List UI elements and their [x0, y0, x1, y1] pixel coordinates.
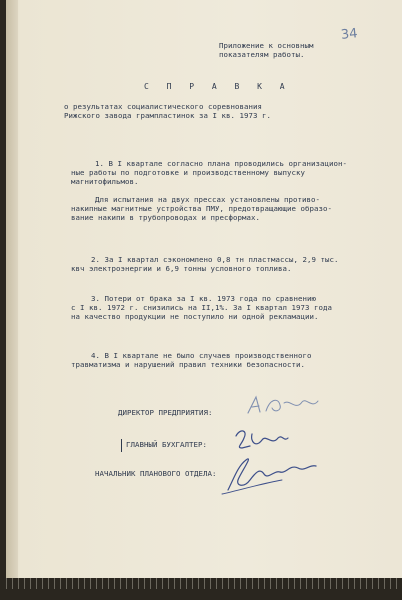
signature-label-accountant: ГЛАВНЫЙ БУХГАЛТЕР: [126, 440, 207, 449]
subtitle-line: о результатах социалистического соревнования [64, 102, 262, 111]
paragraph-line: 3. Потери от брака за I кв. 1973 года по сравнению [91, 294, 316, 303]
paragraph-line: 2. За I квартал сэкономлено 0,8 тн пластмассы, 2,9 тыс. [91, 255, 339, 264]
signature-label-director: ДИРЕКТОР ПРЕДПРИЯТИЯ: [118, 408, 213, 417]
paragraph-line: 4. В I квартале не было случаев производственного [91, 351, 312, 360]
signature-label-planning-head: НАЧАЛЬНИК ПЛАНОВОГО ОТДЕЛА: [95, 469, 217, 478]
header-note-line: показателям работы. [219, 50, 305, 59]
paragraph-line: магнитофильмов. [71, 177, 139, 186]
paragraph-line: ные работы по подготовке и производственному выпуску [71, 168, 305, 177]
paragraph-line: на качество продукции не поступило ни одной рекламации. [71, 312, 319, 321]
folio-number: 34 [340, 26, 359, 43]
document-title: С П Р А В К А [144, 82, 292, 91]
binding-edge [6, 0, 18, 589]
paragraph-line: вание накипи в трубопроводах и пресформах. [71, 213, 260, 222]
paragraph-line: Для испытания на двух прессах установлены противо- [95, 195, 320, 204]
header-note-line: Приложение к основным [219, 41, 314, 50]
paragraph-line: накипные магнитные устройства ПМУ, предотвращающие образо- [71, 204, 332, 213]
subtitle-line: Рижского завода грампластинок за I кв. 1973 г. [64, 111, 271, 120]
planning-head-signature-mark [220, 450, 330, 496]
paragraph-line: травматизма и нарушений правил техники безопасности. [71, 360, 305, 369]
margin-mark [121, 439, 122, 452]
scan-ruler [6, 578, 402, 589]
paragraph-line: квч электроэнергии и 6,9 тонны условного топлива. [71, 264, 292, 273]
director-signature-mark [244, 393, 324, 419]
document-page [6, 0, 402, 589]
paragraph-line: с I кв. 1972 г. снизились на II,1%. За I квартал 1973 года [71, 303, 332, 312]
paragraph-line: 1. В I квартале согласно плана проводились организацион- [95, 159, 347, 168]
